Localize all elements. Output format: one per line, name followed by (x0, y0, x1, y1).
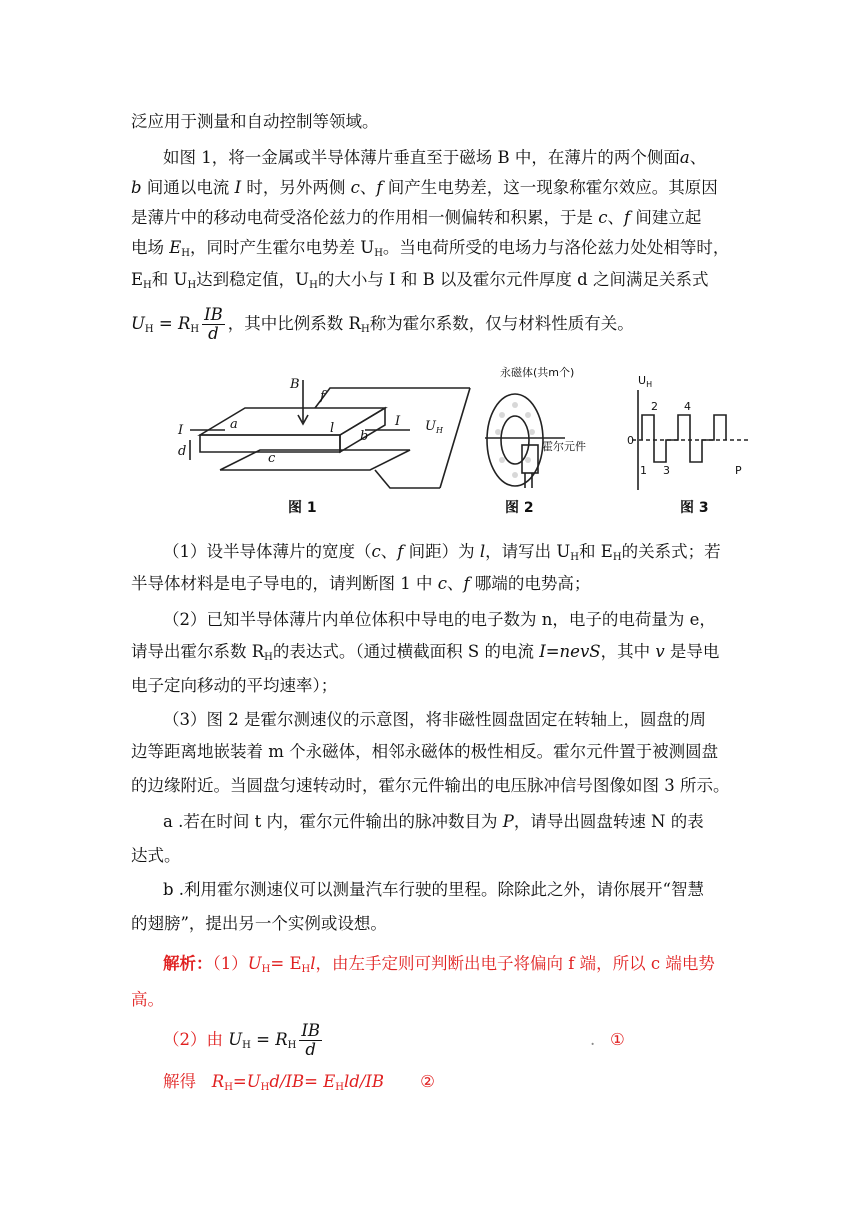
text-line: 半导体材料是电子导电的，请判断图 1 中 c、f 哪端的电势高； (131, 574, 591, 593)
fig1-label-c: c (268, 451, 276, 466)
text-line: 边等距离地嵌装着 m 个永磁体，相邻永磁体的极性相反。霍尔元件置于被测圆盘 (131, 742, 719, 761)
text-line: 达式。 (131, 846, 181, 865)
fig2-element-label: 霍尔元件 (542, 440, 586, 453)
text-line: $E_H$和 $U_H$达到稳定值，$U_H$的大小与 I 和 B 以及霍尔元件厚度 d 之间满足关系式 (131, 270, 709, 291)
text-line: （1）设半导体薄片的宽度（c、f 间距）为 l，请写出 $U_H$和 $E_H$的关系式；若 (163, 542, 721, 563)
text-line: 电子定向移动的平均速率）； (131, 676, 338, 695)
text-line: 请导出霍尔系数 $R_H$的表达式。（通过横截面积 S 的电流 I=nevS，其中 v 是导电 (131, 642, 720, 663)
text-line: b .利用霍尔测速仪可以测量汽车行驶的里程。除除此之外，请你展开“智慧 (163, 880, 704, 899)
text-line: 的边缘附近。当圆盘匀速转动时，霍尔元件输出的电压脉冲信号图像如图 3 所示。 (131, 776, 730, 795)
fig1-label-l: l (330, 421, 335, 436)
fig3-zero: 0 (627, 434, 634, 447)
answer-line: 解得 $R_H=U_Hd/IB= E_Hld/IB$ ② (163, 1072, 435, 1093)
fraction: $\frac{IB}{d}$ (204, 305, 223, 343)
fig3-P: P (735, 464, 742, 477)
answer-line: 解析：$(1)U_H= E_Hl$，由左手定则可判断出电子将偏向 f 端，所以 c 端电势 (163, 954, 715, 975)
fig1-label-UH: $U_H$ (425, 419, 443, 435)
fig1-label-b: b (360, 429, 369, 444)
text-line: （2）已知半导体薄片内单位体积中导电的电子数为 n，电子的电荷量为 e， (163, 610, 716, 629)
text-line: （3）图 2 是霍尔测速仪的示意图，将非磁性圆盘固定在转轴上，圆盘的周 (163, 710, 706, 729)
answer-marker: . (590, 1030, 596, 1049)
text-line: 泛应用于测量和自动控制等领域。 (131, 112, 379, 131)
fig1-caption: 图 1 (288, 500, 317, 516)
fig1-label-d: d (178, 444, 187, 459)
fig1-label-B: B (290, 377, 300, 392)
fig2-caption: 图 2 (505, 500, 534, 516)
fig3-pulse-3: 3 (663, 464, 670, 477)
answer-label: 解析： (163, 954, 213, 973)
figures-image (170, 360, 770, 530)
fig1-label-I-left: I (178, 423, 184, 438)
fig1-label-f: f (320, 389, 325, 404)
answer-line: 高。 (131, 990, 164, 1009)
fig3-pulse-1: 1 (640, 464, 647, 477)
fig3-pulse-4: 4 (684, 400, 691, 413)
fig1-label-I-right: I (395, 414, 401, 429)
text-line: 是薄片中的移动电荷受洛伦兹力的作用相一侧偏转和积累，于是 c、f 间建立起 (131, 208, 702, 227)
fig1-label-a: a (230, 417, 238, 432)
fig2-magnet-label: 永磁体(共m个) (500, 366, 575, 379)
answer-formula-line: （2）由 $U_H = R_H$ $\frac{IB}{d}$ (163, 1021, 321, 1059)
fig3-axis-label: $U_H$ (638, 374, 653, 389)
answer-marker: ① (610, 1030, 625, 1049)
fraction: $\frac{IB}{d}$ (301, 1021, 321, 1059)
text-line: 如图 1，将一金属或半导体薄片垂直至于磁场 B 中，在薄片的两个侧面a、 (163, 148, 707, 167)
text-line: b 间通以电流 I 时，另外两侧 c、f 间产生电势差，这一现象称霍尔效应。其原因 (131, 178, 718, 197)
fig3-caption: 图 3 (680, 500, 709, 516)
formula-line: $U_H = R_H$ $\frac{IB}{d}$ ，其中比例系数 $R_H$称为霍尔系数，仅与材料性质有关。 (131, 305, 634, 343)
text-line: a .若在时间 t 内，霍尔元件输出的脉冲数目为 P，请导出圆盘转速 N 的表 (163, 812, 704, 831)
fig3-pulse-2: 2 (651, 400, 658, 413)
text-line: 的翅膀”，提出另一个实例或设想。 (131, 914, 387, 933)
text-line: 电场 $E_H$，同时产生霍尔电势差 $U_H$。当电荷所受的电场力与洛伦兹力处处相等时， (131, 238, 730, 259)
